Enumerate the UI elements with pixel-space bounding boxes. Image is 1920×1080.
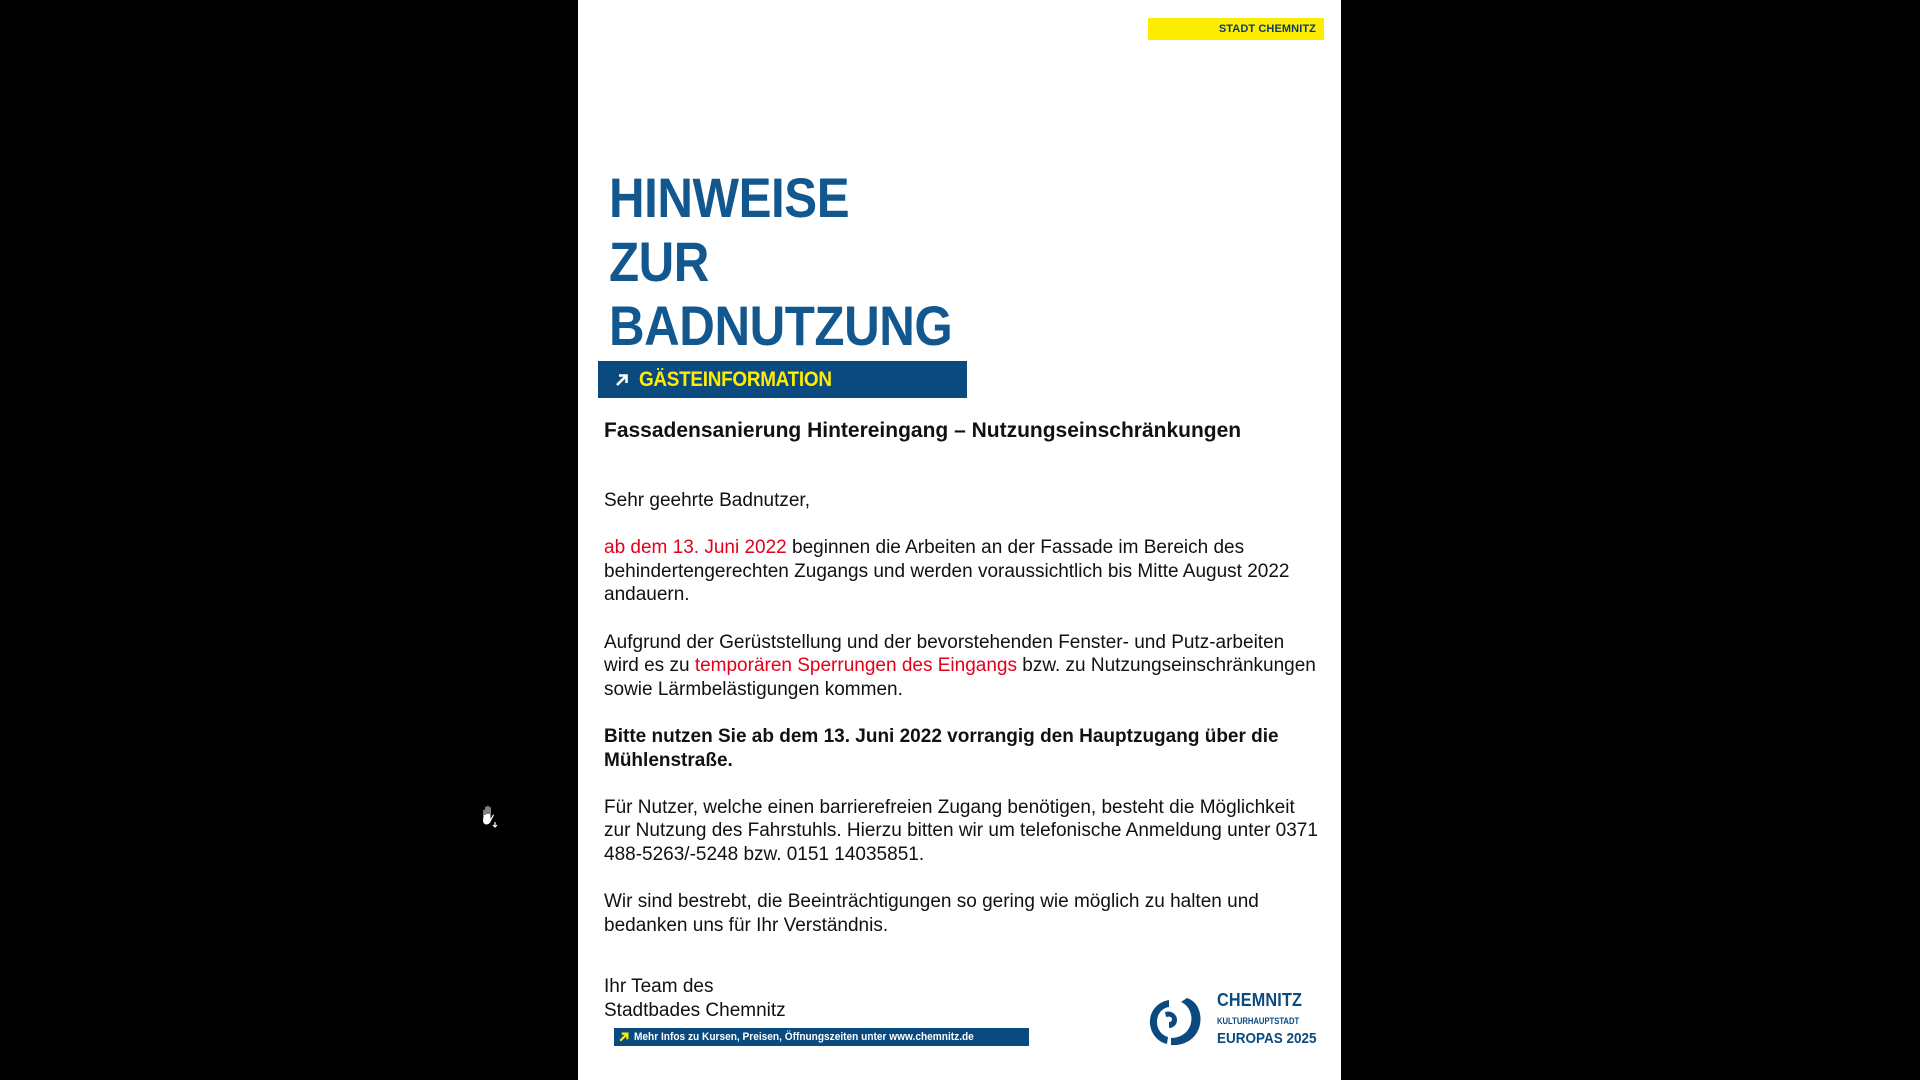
- page-title: [609, 166, 952, 358]
- title-line-1: HINWEISE: [609, 166, 850, 229]
- hand-cursor-icon: [476, 802, 504, 830]
- start-date-highlight: ab dem 13. Juni 2022: [604, 537, 787, 559]
- paragraph-restrictions: [604, 631, 1324, 702]
- signoff: [604, 975, 786, 1022]
- logo-line-1: CHEMNITZ: [1217, 990, 1303, 1010]
- city-tag: STADT CHEMNITZ: [1148, 18, 1324, 40]
- signoff-line-1: Ihr Team des: [604, 976, 714, 997]
- logo-wordmark: [1217, 990, 1328, 1048]
- restrictions-text-b: bzw. zu Nutzungseinschränkungen sowie Lärmbelästigungen kommen.: [604, 655, 1316, 700]
- document-page: [578, 0, 1341, 1080]
- arrow-up-right-icon: [611, 369, 633, 391]
- logo-line-3: EUROPAS 2025: [1217, 1030, 1317, 1047]
- greeting: Sehr geehrte Badnutzer,: [604, 490, 810, 511]
- title-line-2: ZUR: [609, 230, 709, 293]
- schedule-text: beginnen die Arbeiten an der Fassade im Bereich des behindertengerechten Zugangs und werden voraussichtlich bis Mitte August 2022 andauern.: [604, 537, 1290, 606]
- chemnitz-logo-icon: [1147, 992, 1203, 1048]
- paragraph-thanks: Wir sind bestrebt, die Beeinträchtigungen so gering wie möglich zu halten und bedanken uns für Ihr Verständnis.: [604, 891, 1259, 936]
- guest-info-band: [598, 361, 967, 398]
- letter-body: [604, 489, 1324, 961]
- chemnitz-2025-logo: [1147, 990, 1327, 1050]
- paragraph-accessibility: Für Nutzer, welche einen barrierefreien Zugang benötigen, besteht die Möglichkeit zur Nutzung des Fahrstuhls. Hierzu bitten wir um telefonische Anmeldung unter 0371 488-5263/-5248 bzw. 0151 14035851.: [604, 796, 1318, 865]
- restrictions-text-a: Aufgrund der Gerüststellung und der bevorstehenden Fenster- und Putz-arbeiten wird es zu: [604, 631, 1285, 677]
- paragraph-schedule: [604, 536, 1324, 607]
- paragraph-main-entrance: Bitte nutzen Sie ab dem 13. Juni 2022 vorrangig den Hauptzugang über die Mühlenstraße.: [604, 725, 1279, 771]
- logo-line-2: KULTURHAUPTSTADT: [1217, 1016, 1300, 1026]
- signoff-line-2: Stadtbades Chemnitz: [604, 999, 786, 1021]
- info-strip: [614, 1028, 1029, 1046]
- closure-highlight: temporären Sperrungen des Eingangs: [694, 655, 1017, 677]
- arrow-up-right-icon: [618, 1030, 632, 1044]
- guest-info-label: GÄSTEINFORMATION: [639, 367, 832, 391]
- title-line-3: BADNUTZUNG: [609, 294, 953, 357]
- info-strip-text: Mehr Infos zu Kursen, Preisen, Öffnungszeiten unter www.chemnitz.de: [634, 1031, 974, 1043]
- subject-heading: Fassadensanierung Hintereingang – Nutzungseinschränkungen: [604, 419, 1242, 442]
